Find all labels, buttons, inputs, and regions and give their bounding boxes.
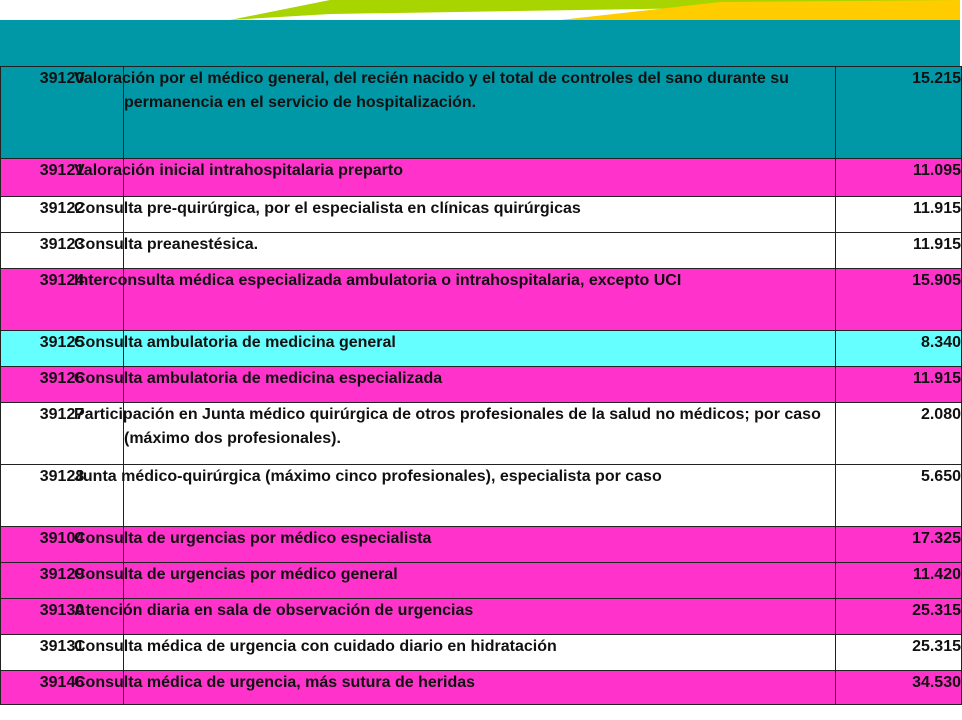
table-row [1, 671, 962, 705]
price-cell: 11.420 [836, 563, 962, 599]
procedure-table [0, 66, 962, 705]
table-row [1, 563, 962, 599]
description-cell: Consulta pre-quirúrgica, por el especialista en clínicas quirúrgicas [124, 197, 836, 233]
price-cell: 8.340 [836, 331, 962, 367]
table-row [1, 197, 962, 233]
description-cell: Consulta de urgencias por médico general [124, 563, 836, 599]
table-row [1, 527, 962, 563]
table-row [1, 367, 962, 403]
code-cell: 39128 [1, 465, 124, 527]
description-cell: Consulta médica de urgencia, más sutura de heridas [124, 671, 836, 705]
description-cell: Consulta médica de urgencia con cuidado diario en hidratación [124, 635, 836, 671]
description-cell: Consulta preanestésica. [124, 233, 836, 269]
description-cell: Participación en Junta médico quirúrgica de otros profesionales de la salud no médicos; por caso (máximo dos profesionales). [124, 403, 836, 465]
description-cell: Consulta ambulatoria de medicina especializada [124, 367, 836, 403]
code-cell: 39129 [1, 563, 124, 599]
price-cell: 11.095 [836, 159, 962, 197]
price-cell: 11.915 [836, 233, 962, 269]
table-row [1, 599, 962, 635]
table-row [1, 159, 962, 197]
description-cell: Junta médico-quirúrgica (máximo cinco profesionales), especialista por caso [124, 465, 836, 527]
table-row [1, 465, 962, 527]
price-cell: 34.530 [836, 671, 962, 705]
price-cell: 17.325 [836, 527, 962, 563]
price-cell: 11.915 [836, 367, 962, 403]
code-cell: 39123 [1, 233, 124, 269]
table-row [1, 67, 962, 159]
code-cell: 39104 [1, 527, 124, 563]
description-cell: Valoración por el médico general, del recién nacido y el total de controles del sano durante su permanencia en el servicio de hospitalización. [124, 67, 836, 159]
description-cell: Consulta de urgencias por médico especialista [124, 527, 836, 563]
table-row [1, 403, 962, 465]
price-cell: 5.650 [836, 465, 962, 527]
table-row [1, 635, 962, 671]
price-cell: 2.080 [836, 403, 962, 465]
description-cell: Consulta ambulatoria de medicina general [124, 331, 836, 367]
header-band [0, 20, 960, 68]
table-row [1, 331, 962, 367]
price-cell: 15.215 [836, 67, 962, 159]
description-cell: Interconsulta médica especializada ambulatoria o intrahospitalaria, excepto UCI [124, 269, 836, 331]
code-cell: 39120 [1, 67, 124, 159]
code-cell: 39122 [1, 197, 124, 233]
description-cell: Valoración inicial intrahospitalaria preparto [124, 159, 836, 197]
price-cell: 15.905 [836, 269, 962, 331]
table-row [1, 233, 962, 269]
table-row [1, 269, 962, 331]
code-cell: 39125 [1, 331, 124, 367]
code-cell: 39121 [1, 159, 124, 197]
code-cell: 39130 [1, 599, 124, 635]
code-cell: 39131 [1, 635, 124, 671]
code-cell: 39127 [1, 403, 124, 465]
price-cell: 25.315 [836, 635, 962, 671]
code-cell: 39124 [1, 269, 124, 331]
price-cell: 25.315 [836, 599, 962, 635]
code-cell: 39126 [1, 367, 124, 403]
description-cell: Atención diaria en sala de observación de urgencias [124, 599, 836, 635]
price-cell: 11.915 [836, 197, 962, 233]
code-cell: 39146 [1, 671, 124, 705]
